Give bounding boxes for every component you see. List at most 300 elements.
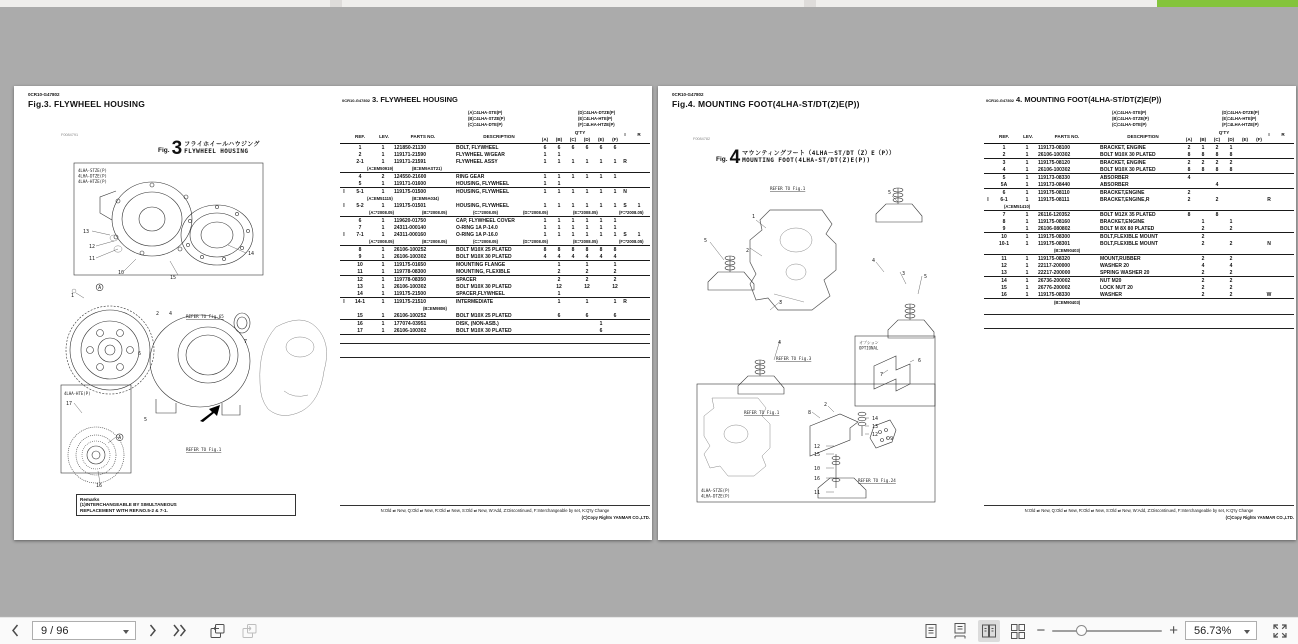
cell: MOUNTING FLANGE [456,261,506,268]
supersession-note: (F=*2008.05) [619,209,644,215]
table-row [984,291,1294,299]
supersession-note: (B=*2008.05) [422,209,448,215]
cell: 2 [1229,255,1233,262]
cell: 4 [1229,262,1233,269]
footer-copyright: (C)Copy Rights YANMAR CO.,LTD. [1225,514,1294,520]
cell: 24311-000140 [394,224,426,231]
table-note-row [340,165,650,173]
figure-callout: 7 [244,339,248,345]
cell: 119175-08111 [1038,196,1070,203]
cell: 26106-080802 [1038,225,1071,232]
cell: 1 [381,261,385,268]
cell: 1 [585,231,589,238]
figure-callout: 4LHA-DTZE(P) [701,493,730,499]
cell: 2 [1187,144,1191,151]
cell: 8 [1215,211,1219,218]
figure-callout: 5 [924,274,928,280]
cell: 1 [543,173,547,180]
table-row [340,231,650,238]
cell: CAP, FLYWHEEL COVER [456,217,515,224]
cell: 1 [381,290,385,297]
qty-col-header: (D) [583,136,591,142]
figure-callout: A [118,435,122,441]
table-note-row [340,209,650,217]
cell: 119171-01600 [394,180,426,187]
legend-entry: (D)=4LHA-DTZE(P) [578,110,616,115]
cell: 1 [613,173,617,180]
qty-col-header: (D) [1227,136,1235,142]
table-row [340,158,650,165]
cell: 119175-08110 [1038,189,1070,196]
table-row [340,224,650,231]
figure-callouts [701,186,927,499]
table-row [984,225,1294,233]
col-ref: REF. [355,134,365,139]
table-row [984,196,1294,203]
cell: 16 [357,320,363,327]
col-r: R [1281,132,1285,137]
table-row [340,173,650,180]
table-title-row [984,94,1294,110]
cell: 4 [543,253,547,260]
figure-callout: 4LHA-DTZE(P) [78,173,107,179]
col-parts: PARTS NO. [410,134,436,139]
cell: S [623,231,627,238]
cell: 119175-08330 [1038,291,1070,298]
col-r: R [637,132,641,137]
cell: 15 [357,312,363,319]
supersession-note: (A=EM50919) [367,165,394,171]
table-row [984,284,1294,291]
cell: 2 [557,276,561,283]
cell: 1 [381,312,385,319]
supersession-note: (B=EM90403) [1054,299,1081,305]
legend-entry: (C)=4LHA-DTE(P) [468,121,503,127]
cell: 1 [1025,291,1029,298]
cell: 26106-100302 [1038,166,1071,173]
table-row [984,159,1294,166]
table-note-row [340,305,650,312]
supersession-note: (C=*2008.05) [473,238,499,244]
cell: 119175-08300 [1038,233,1070,240]
cell: 2 [1229,225,1233,232]
figure-callout: 3 [902,271,906,277]
cell: R [1267,196,1271,203]
cell: 2 [1187,159,1191,166]
rotate-right-icon[interactable] [237,620,260,642]
cell: ABSORBER [1100,181,1129,188]
table-row [984,166,1294,174]
figure-callout: 4LHA-HTZE(P) [78,179,107,184]
cell: 1 [1025,255,1029,262]
footer-legend: N:Old ⇄ New, Q:Old ⇄ New, R:Old ⇄ New, S:Old ⇄ New, W:Add, Z:Discontinued, F:Interchangeable by set, K:Q'ty Change [1024,508,1254,513]
window-top-strip [0,0,1298,7]
cell: 6 [585,312,589,319]
cell: 1 [381,283,385,290]
drawing-number: F0084782 [693,137,711,141]
cell: HOUSING, FLYWHEEL [456,180,510,187]
cell: 1 [543,158,547,165]
qty-col-header: (F) [1256,136,1262,142]
page-number-value: 9 / 96 [41,624,69,637]
cell: 8 [1215,166,1219,173]
cell: 119173-08100 [1038,144,1070,151]
remarks-line: REPLACEMENT WITH REF.NO.5-2 & 7-1. [80,507,168,513]
cell: 119175-08301 [1038,240,1070,247]
two-page-grid-view-icon[interactable] [1007,620,1029,642]
refer-to-note: REFER TO Fig.1 [770,186,806,191]
table-row [340,298,650,305]
cell: 1 [1025,284,1029,291]
cell: 12 [357,276,363,283]
cell: BOLT, FLYWHEEL [456,144,499,151]
cell: 2 [613,268,617,275]
cell: FLYWHEEL W/GEAR [456,151,505,158]
cell: 26736-200002 [1038,277,1071,284]
cell: I [343,231,345,238]
cell: 1 [1025,159,1029,166]
zoom-in-button[interactable]: + [1169,622,1178,639]
flywheel-housing-diagram [52,138,336,489]
zoom-slider[interactable] [1052,630,1162,632]
cell: 2 [1201,284,1205,291]
cell: N [1267,240,1271,247]
table-row [340,144,650,151]
single-page-view-icon[interactable] [920,620,942,642]
cell: S [623,202,627,209]
cell: 11 [357,268,363,275]
doc-number: 0CR10-G47802 [986,98,1015,103]
doc-number: 0CR10-G47802 [28,92,60,97]
active-tab-accent [1157,0,1298,7]
cell: 1 [637,231,641,238]
cell: 1 [585,298,589,305]
figure-callout: 13 [872,424,879,430]
zoom-level-input[interactable] [1185,621,1257,640]
table-row [984,174,1294,181]
zoom-out-button[interactable]: − [1036,622,1046,639]
cell: 2 [1201,255,1205,262]
cell: 1 [585,202,589,209]
cell: 2 [1215,144,1219,151]
cell: 1 [381,144,385,151]
refer-to-note: REFER TO Fig.65 [186,314,224,319]
cell: 6 [599,144,603,151]
cell: 1 [557,217,561,224]
legend-entry: (B)=4LHA-STZE(P) [468,115,505,121]
cell: 1 [557,261,561,268]
cell: 6 [599,327,603,334]
cell: 1 [381,246,385,253]
cell: BOLT M10X 30 PLATED [1100,166,1156,173]
figure-callout: 7 [880,372,884,378]
cell: 1 [599,231,603,238]
cell: 1 [613,202,617,209]
remarks-line: (1)INTERCHANGEABLE BY SIMULTANEOUS [80,502,177,507]
cell: 1 [557,151,561,158]
cell: I [343,188,345,195]
cell: 1 [543,180,547,187]
table-row [340,261,650,268]
cell: 14-1 [354,298,365,305]
cell: 1 [557,202,561,209]
table-row [984,218,1294,225]
refer-to-note: REFER TO Fig.1 [186,447,222,452]
cell: MOUNT,RUBBER [1100,255,1141,262]
figure-callout: 16 [96,483,103,489]
cell: 1 [381,217,385,224]
supersession-note: (D=*2008.05) [523,238,549,244]
rotate-left-icon[interactable] [205,620,228,642]
cell: 1 [571,224,575,231]
cell: 1 [599,217,603,224]
cell: 1 [557,298,561,305]
cell: 1 [1002,144,1006,151]
previous-page-icon[interactable] [8,621,23,640]
cell: 8 [1187,151,1191,158]
cell: 3 [1002,159,1006,166]
cell: 4 [1215,181,1219,188]
supersession-note: (E=*2008.05) [573,238,598,244]
figure-callout: 16 [814,476,821,482]
cell: 1 [381,224,385,231]
figure-callout: 10 [814,466,821,472]
supersession-note: (C=*2008.05) [473,209,499,215]
figure-callout: 4LHA-STZE(P) [701,488,730,493]
figure-callout: 15 [814,452,821,458]
cell: 2 [1002,151,1006,158]
cell: 2 [557,268,561,275]
cell: 6 [557,144,561,151]
cell: 2 [1229,291,1233,298]
cell: 119173-08330 [1038,174,1070,181]
remarks-box [76,494,296,516]
cell: 8 [599,246,603,253]
cell: 8 [571,246,575,253]
legend-column [578,110,615,127]
cell: 8 [1215,151,1219,158]
table-rule [984,328,1294,329]
cell: 14 [1001,277,1007,284]
cell: 6 [557,312,561,319]
cell: HOUSING, FLYWHEEL [456,202,510,209]
cell: 7-1 [356,231,364,238]
cell: R [623,158,627,165]
cell: 1 [543,231,547,238]
cell: 1 [543,188,547,195]
cell: 8 [1187,211,1191,218]
fig-title-en: FLYWHEEL HOUSING [184,147,249,155]
cell: BRACKET,ENGINE,R [1100,196,1150,203]
table-row [340,283,650,290]
figure-callout: 13 [83,229,90,235]
cell: 6 [1002,189,1006,196]
cell: BOLT M10X 30 PLATED [1100,151,1156,158]
cell: 14 [357,290,363,297]
cell: 1 [613,298,617,305]
cell: 1 [557,180,561,187]
drawing-number: F0084791 [61,133,79,137]
cell: 2 [585,276,589,283]
footer-legend: N:Old ⇄ New, Q:Old ⇄ New, R:Old ⇄ New, S:Old ⇄ New, W:Add, Z:Discontinued, F:Interchangeable by set, K:Q'ty Change [380,508,610,513]
pdf-page-left [14,86,652,540]
cell: 8 [1201,166,1205,173]
cell: 177074-03951 [394,320,427,327]
cell: BOLT M10X 25 PLATED [456,312,512,319]
cell: MOUNTING, FLEXIBLE [456,268,511,275]
cell: 1 [571,158,575,165]
continuous-view-icon[interactable] [949,620,971,642]
cell: 1 [571,188,575,195]
legend-column [1222,110,1259,127]
cell: 1 [571,202,575,209]
page-footer [984,505,1294,520]
cell: WASHER 20 [1100,262,1129,269]
cell: 15 [1001,284,1007,291]
cell: 12 [1001,262,1007,269]
table-row [340,276,650,283]
figure-callout: 4 [778,340,782,346]
cell: BRACKET, ENGINE [1100,144,1146,151]
cell: 1 [585,188,589,195]
cell: 5-1 [356,188,364,195]
supersession-note: (B=*2008.05) [422,238,448,244]
cell: BOLT M10X 30 PLATED [456,283,512,290]
supersession-note: (B=EM9A034) [412,195,439,201]
tab-divider [804,0,816,7]
cell: 1 [1025,189,1029,196]
page-header [28,92,145,109]
cell: 1 [585,173,589,180]
supersession-note: (A=*2008.05) [369,238,395,244]
cell: 1 [571,231,575,238]
model-legend [340,110,650,130]
qty-col-header: (E) [1241,136,1249,142]
zoom-slider-handle[interactable] [1076,625,1087,636]
cell: 6 [613,312,617,319]
cell: 6 [571,144,575,151]
cell: I [343,202,345,209]
fullscreen-icon[interactable] [1270,621,1290,641]
table-note-row [340,238,650,246]
doc-number: 0CR10-G47802 [342,98,371,103]
figure-callout: 12 [814,444,821,450]
cell: 1 [381,320,385,327]
figure-callout: 2 [156,311,160,317]
cell: 1 [381,180,385,187]
cell: 4 [1201,262,1205,269]
cell: O-RING 1A P-14.0 [456,224,498,231]
cell: 119778-08350 [394,276,426,283]
cell: SPACER,FLYWHEEL [456,290,505,297]
cell: 8 [613,246,617,253]
figure-callout: 11 [814,490,821,496]
cell: 6 [585,144,589,151]
cell: 1 [1025,211,1029,218]
qty-col-header: (C) [569,136,577,142]
cell: BOLT,FLEXIBLE MOUNT [1100,233,1158,240]
supersession-note: (A=*2008.05) [369,209,395,215]
cell: 1 [613,261,617,268]
cell: 26106-100302 [394,253,427,260]
cell: 119175-01500 [394,188,426,195]
cell: 26106-100302 [394,327,427,334]
page-number-input[interactable] [32,621,136,640]
cell: 26776-200002 [1038,284,1071,291]
legend-entry: (E)=4LHA-HTE(P) [578,115,613,121]
cell: 26106-100252 [394,246,427,253]
figure-callout: 1 [71,293,75,299]
cell: 1 [1025,233,1029,240]
cell: 1 [557,158,561,165]
cell: 26106-100252 [394,312,427,319]
cell: 8 [1201,151,1205,158]
cell: BOLT M10X 30 PLATED [456,327,512,334]
cell: 1 [599,224,603,231]
figure-callout: 2 [746,248,750,254]
col-parts: PARTS NO. [1054,134,1080,139]
two-page-view-icon[interactable] [978,620,1000,642]
cell: 5A [1000,181,1008,188]
cell: O-RING 1A P-16.0 [456,231,498,238]
cell: 9 [358,253,362,260]
cell: 1 [1025,277,1029,284]
next-page-icon[interactable] [145,621,160,640]
cell: 1 [571,217,575,224]
cell: 2-1 [356,158,364,165]
table-row [984,255,1294,262]
page-title: Fig.4. MOUNTING FOOT(4LHA-ST/DT(Z)E(P)) [672,99,860,109]
figure-callout: 4LHA-STZE(P) [78,168,107,173]
fig-number: 4 [729,147,741,168]
last-page-icon[interactable] [169,621,190,640]
cell: 1 [543,217,547,224]
cell: I [987,196,989,203]
fig-title-jp: フライホイールハウジング [184,141,260,148]
cell: 1 [1229,218,1233,225]
cell: 1 [1025,225,1029,232]
cell: 4 [1002,166,1006,173]
mounting-foot-diagram [678,144,978,524]
cell: 1 [381,253,385,260]
figure-callout: 5 [144,417,148,423]
cell: SPRING WASHER 20 [1100,269,1150,276]
cell: 2 [1201,291,1205,298]
cell: 8 [358,246,362,253]
cell: 24311-000160 [394,231,426,238]
cell: R [623,298,627,305]
cell: 119620-01750 [394,217,426,224]
cell: 1 [381,158,385,165]
fig-prefix: Fig. [716,156,728,163]
cell: 4 [358,173,362,180]
cell: 1 [381,298,385,305]
supersession-note: (D=*2008.05) [523,209,549,215]
cell: 119171-21590 [394,151,426,158]
cell: BRACKET,ENGINE [1100,218,1145,225]
table-row [340,253,650,261]
cell: 119175-08160 [1038,218,1070,225]
figure-callout: 15 [170,275,177,281]
table-row [340,327,650,335]
cell: 8 [585,246,589,253]
figure-callout: OPTIONAL [859,345,879,351]
cell: 6-1 [1000,196,1008,203]
cell: 119173-08440 [1038,181,1070,188]
cell: 10 [1001,233,1007,240]
cell: 1 [557,224,561,231]
cell: 1 [381,276,385,283]
